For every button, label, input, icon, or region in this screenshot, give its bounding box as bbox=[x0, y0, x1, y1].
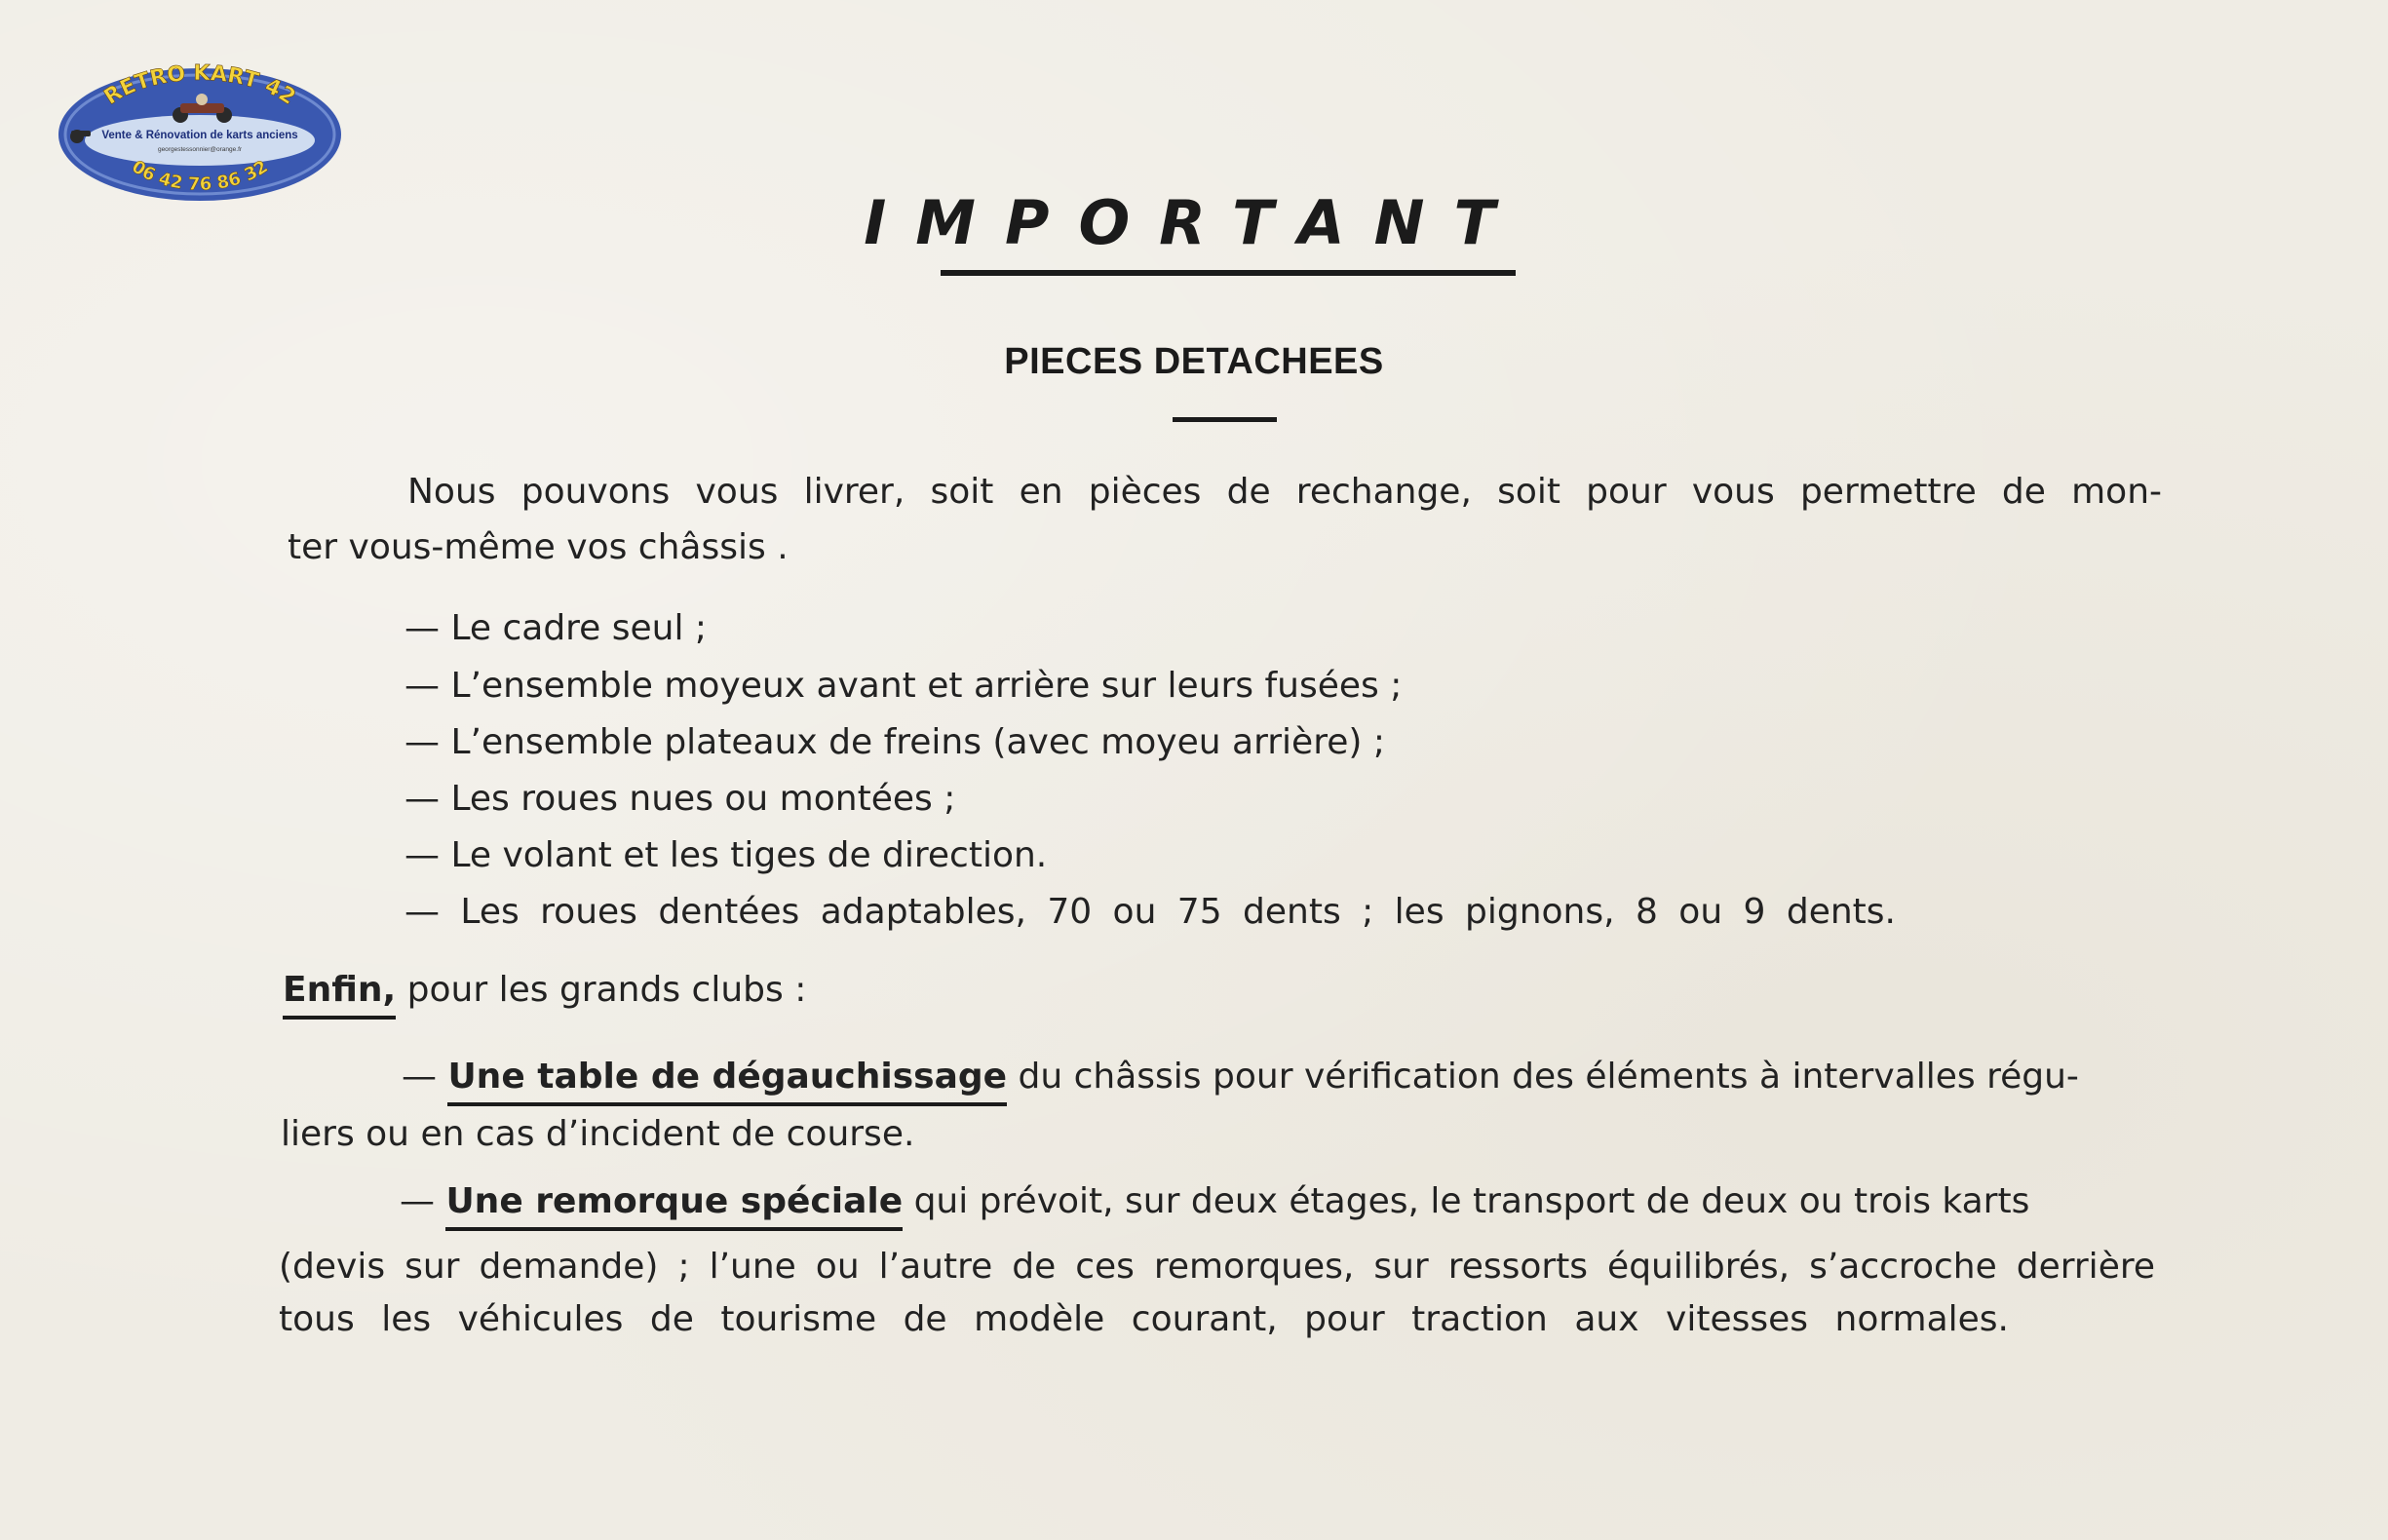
remorque-emphasis: Une remorque spéciale bbox=[445, 1181, 903, 1231]
intro-line-2: ter vous-même vos châssis . bbox=[288, 527, 789, 567]
list-item: — L’ensemble moyeux avant et arrière sur leurs fusées ; bbox=[404, 666, 1403, 706]
table-emphasis: Une table de dégauchissage bbox=[447, 1057, 1007, 1106]
remorque-item-line-2: (devis sur demande) ; l’une ou l’autre de ces remorques, sur ressorts équilibrés, s’accroche derrière bbox=[279, 1247, 2155, 1287]
table-item-line-1: — Une table de dégauchissage du châssis pour vérification des éléments à intervalles régu- bbox=[402, 1059, 2079, 1095]
retro-kart-logo bbox=[54, 58, 346, 205]
list-item: — L’ensemble plateaux de freins (avec moyeu arrière) ; bbox=[404, 722, 1385, 762]
logo-email: georgestessonnier@orange.fr bbox=[157, 146, 243, 153]
list-item: — Les roues dentées adaptables, 70 ou 75 dents ; les pignons, 8 ou 9 dents. bbox=[404, 892, 1896, 932]
section-heading: PIECES DETACHEES bbox=[1004, 341, 1384, 382]
list-item: — Les roues nues ou montées ; bbox=[404, 779, 956, 819]
title-underline bbox=[941, 270, 1516, 276]
intro-line-1: Nous pouvons vous livrer, soit en pièces de rechange, soit pour vous permettre de mon- bbox=[407, 472, 2162, 512]
page-title: IMPORTANT bbox=[864, 187, 1524, 258]
logo-phone: 06 42 76 86 32 bbox=[128, 156, 272, 195]
list-item: — Le volant et les tiges de direction. bbox=[404, 835, 1048, 875]
list-item: — Le cadre seul ; bbox=[404, 608, 708, 648]
table-item-line-2: liers ou en cas d’incident de course. bbox=[281, 1114, 915, 1154]
remorque-item-line-3: tous les véhicules de tourisme de modèle courant, pour traction aux vitesses normales. bbox=[279, 1299, 2009, 1339]
logo-title: RETRO KART 42 bbox=[99, 60, 300, 110]
enfin-emphasis: Enfin, bbox=[283, 970, 396, 1020]
clubs-lead: Enfin, pour les grands clubs : bbox=[283, 973, 806, 1008]
heading-rule bbox=[1173, 417, 1277, 422]
logo-tagline: Vente & Rénovation de karts anciens bbox=[101, 130, 298, 141]
remorque-item-line-1: — Une remorque spéciale qui prévoit, sur deux étages, le transport de deux ou trois karts bbox=[400, 1184, 2029, 1219]
